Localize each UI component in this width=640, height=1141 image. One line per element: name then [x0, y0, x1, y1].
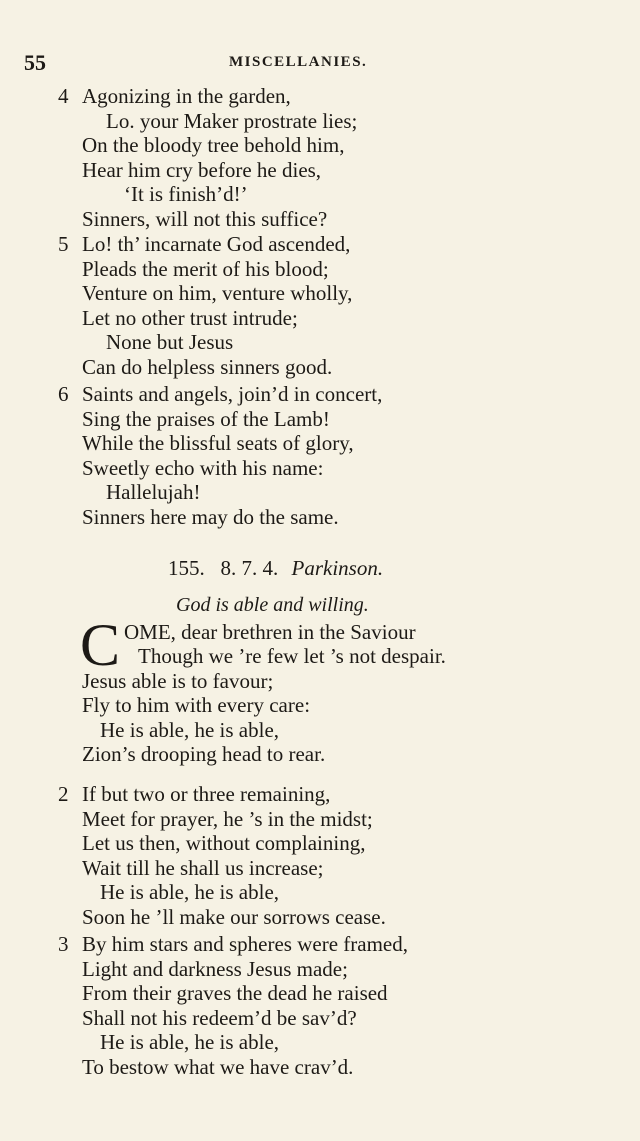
verse-line: Shall not his redeem’d be sav’d?: [82, 1005, 357, 1030]
hymn-number: 155.: [168, 556, 205, 580]
stanza-4: [58, 84, 618, 232]
verse-number: 5: [58, 232, 69, 256]
verse-line: While the blissful seats of glory,: [82, 431, 354, 456]
verse-number: 2: [58, 782, 69, 806]
verse-line: ‘It is finish’d!’: [124, 182, 248, 207]
verse-number: 6: [58, 382, 69, 406]
page-header: [24, 50, 624, 80]
hymn-stanza-2: [58, 782, 618, 930]
hymn-subtitle: God is able and willing.: [176, 594, 369, 616]
verse-line: Let no other trust intrude;: [82, 305, 298, 330]
hymn-meter: 8. 7. 4.: [220, 556, 279, 580]
verse-line: Lo! th’ incarnate God ascended,: [82, 232, 351, 256]
verse-line: Though we ’re few let ’s not despair.: [138, 644, 446, 669]
verse-line: Let us then, without complaining,: [82, 831, 366, 856]
verse-line: Can do helpless sinners good.: [82, 354, 333, 379]
verse-line: Venture on him, venture wholly,: [82, 281, 353, 306]
drop-cap: C: [80, 612, 121, 678]
verse-line: Sweetly echo with his name:: [82, 455, 324, 480]
verse-line: If but two or three remaining,: [82, 782, 331, 806]
verse-number: 3: [58, 932, 69, 956]
verse-line: On the bloody tree behold him,: [82, 133, 345, 158]
verse-line: He is able, he is able,: [100, 1030, 280, 1055]
verse-line: Wait till he shall us increase;: [82, 855, 324, 880]
verse-line: Saints and angels, join’d in concert,: [82, 382, 383, 406]
stanza-5: [58, 232, 618, 380]
verse-line: Hear him cry before he dies,: [82, 157, 322, 182]
verse-line: Hallelujah!: [106, 480, 201, 505]
stanza-6: [58, 382, 618, 530]
hymn-meta: [168, 556, 383, 581]
verse-line: Fly to him with every care:: [82, 693, 311, 718]
verse-line: None but Jesus: [106, 330, 234, 355]
verse-line: Pleads the merit of his blood;: [82, 256, 329, 281]
verse-number: 4: [58, 84, 69, 108]
verse-line: Agonizing in the garden,: [82, 84, 291, 108]
verse-line: Sinners, will not this suffice?: [82, 206, 328, 231]
verse-line: Light and darkness Jesus made;: [82, 956, 348, 981]
verse-line: Soon he ’ll make our sorrows cease.: [82, 904, 386, 929]
verse-line: To bestow what we have crav’d.: [82, 1054, 354, 1079]
verse-line: He is able, he is able,: [100, 717, 280, 742]
verse-line: By him stars and spheres were framed,: [82, 932, 408, 956]
verse-line: Zion’s drooping head to rear.: [82, 741, 326, 766]
hymn-stanza-1: [80, 612, 622, 766]
page-number: 55: [24, 50, 46, 75]
hymn-stanza-3: [58, 932, 618, 1080]
verse-line: Jesus able is to favour;: [82, 668, 274, 693]
verse-line: Meet for prayer, he ’s in the midst;: [82, 806, 373, 831]
verse-line: OME, dear brethren in the Saviour: [124, 620, 416, 644]
running-title: MISCELLANIES.: [229, 54, 368, 70]
verse-line: Sing the praises of the Lamb!: [82, 406, 330, 431]
verse-line: He is able, he is able,: [100, 880, 280, 905]
verse-line: Lo. your Maker prostrate lies;: [106, 108, 358, 133]
verse-line: Sinners here may do the same.: [82, 504, 339, 529]
hymn-tune: Parkinson.: [291, 556, 384, 580]
verse-line: From their graves the dead he raised: [82, 981, 388, 1006]
